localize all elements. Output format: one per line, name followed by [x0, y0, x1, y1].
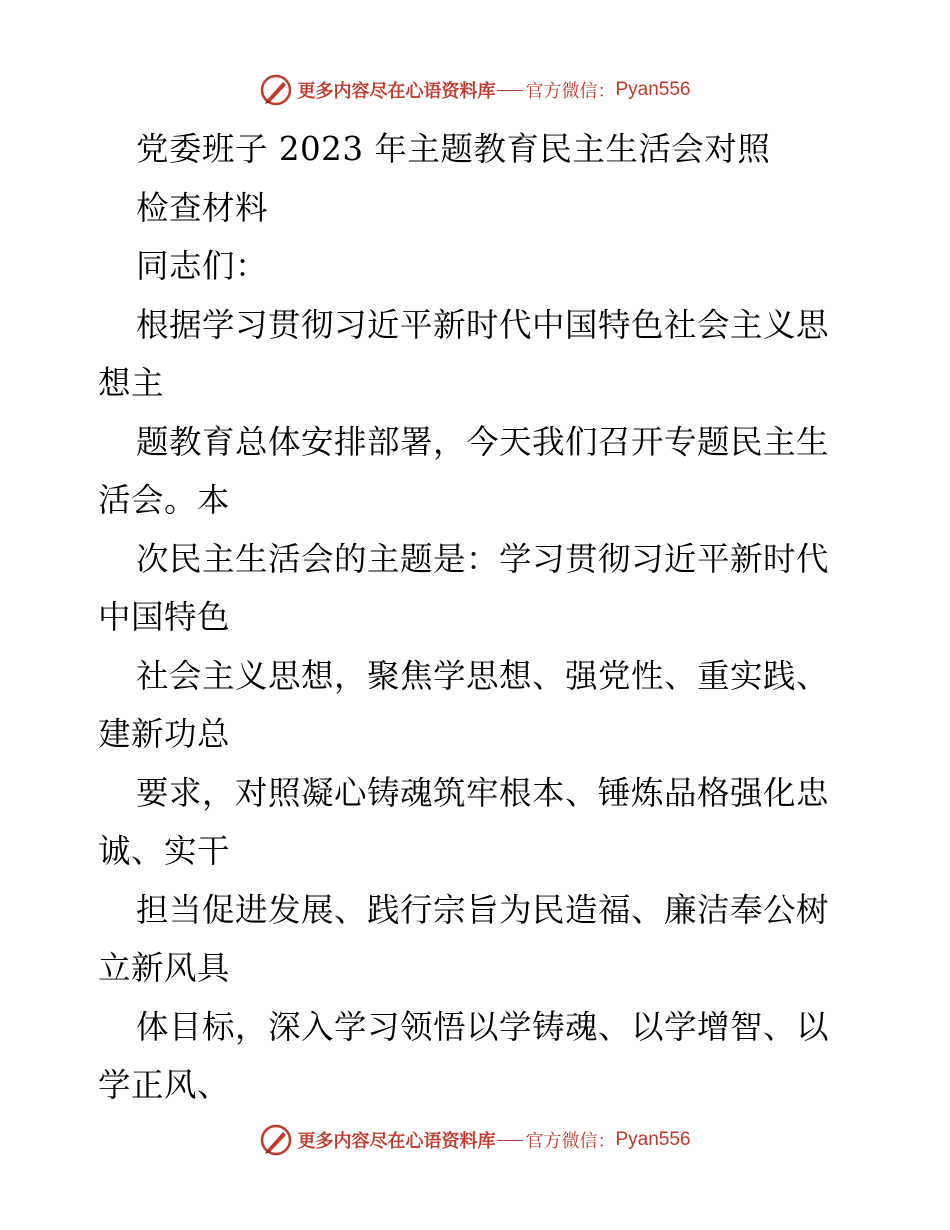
banner-contact-label: 官方微信： — [525, 1131, 616, 1152]
header-banner — [0, 70, 950, 110]
banner-contact-id: Pyan556 — [615, 1129, 691, 1150]
text-line: 担当促进发展、践行宗旨为民造福、廉洁奉公树 — [136, 890, 830, 929]
text-line: 活会。本 — [98, 481, 231, 519]
text-line: 中国特色 — [98, 598, 231, 636]
footer-banner — [0, 1120, 950, 1160]
document-body — [98, 120, 858, 1115]
banner-contact-id: Pyan556 — [615, 79, 691, 100]
text-line: 建新功总 — [98, 715, 231, 753]
text-line: 次民主生活会的主题是：学习贯彻习近平新时代 — [136, 539, 830, 578]
text-line: 根据学习贯彻习近平新时代中国特色社会主义思 — [136, 305, 830, 344]
banner-site-name: 更多内容尽在心语资料库 — [297, 1131, 496, 1152]
text-line: 立新风具 — [98, 949, 231, 987]
banner-divider — [497, 90, 523, 91]
text-line: 想主 — [98, 364, 165, 402]
text-line: 体目标，深入学习领悟以学铸魂、以学增智、以 — [136, 1007, 830, 1046]
pen-logo-icon — [259, 73, 293, 107]
banner-divider — [497, 1140, 523, 1141]
text-line: 社会主义思想，聚焦学思想、强党性、重实践、 — [136, 656, 830, 695]
banner-site-name: 更多内容尽在心语资料库 — [297, 81, 496, 102]
text-line: 题教育总体安排部署，今天我们召开专题民主生 — [136, 422, 830, 461]
text-line: 检查材料 — [136, 188, 269, 227]
text-line: 党委班子 2023 年主题教育民主生活会对照 — [136, 130, 771, 168]
text-line: 学正风、 — [98, 1066, 231, 1104]
text-line: 诚、实干 — [98, 832, 231, 870]
text-line: 同志们： — [136, 247, 269, 285]
pen-logo-icon — [259, 1123, 293, 1157]
banner-contact-label: 官方微信： — [525, 81, 616, 102]
text-line: 要求，对照凝心铸魂筑牢根本、锤炼品格强化忠 — [136, 773, 830, 812]
